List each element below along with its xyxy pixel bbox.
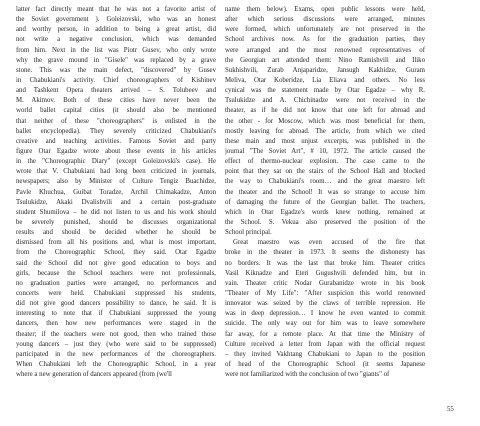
left-text-column xyxy=(16,5,216,380)
text-line: after which serious discussions were arranged, minutes xyxy=(225,16,425,24)
text-line: from the Choreographic School, they said. Otar Egadze xyxy=(16,249,216,257)
text-line: no graduation parties were arranged, no performances and xyxy=(16,279,216,287)
text-line: far away, for a remote place. At that time the Ministry of xyxy=(225,330,425,338)
text-line: point that they sat on the stairs of the School Hall and blocked xyxy=(225,168,425,176)
text-line: student Shumilova – he did not listen to us and his work should xyxy=(16,208,216,216)
text-line: broke in the theater in 1973. It seems the dishonesty has xyxy=(225,249,425,257)
text-line: Tsulukidze, Akaki Dvalishvili and a certain post-graduate xyxy=(16,198,216,206)
text-line: journal "The Soviet Art", # 10, 1972. The article caused the xyxy=(225,147,425,155)
text-line: no borders. It was the last that broke him. Theater critics xyxy=(225,259,425,267)
text-line: were not familiarized with the conclusion of two "giants" of xyxy=(225,371,390,379)
text-line: stone. This was the main defect, "discovered" by Gusev xyxy=(16,66,216,74)
text-line: and Tashkent Opera theaters arrived – S. Tolubeev and xyxy=(16,87,216,95)
text-line: M. Akimov. Both of these cities have never been the xyxy=(16,97,216,105)
text-line: cynical was the statement made by Otar Egadze – why R. xyxy=(225,87,425,95)
text-line: concerts were held. Chabukiani suppressed his students, xyxy=(16,289,216,297)
text-line: be severely punished, should be discusses organizational xyxy=(16,218,216,226)
text-line: School archives now. As for the graduation parties, they xyxy=(225,36,425,44)
text-line: did not give good dancers possibility to dance, he said. It is xyxy=(16,300,216,308)
text-line: these main and most unjust excerpts, was published in the xyxy=(225,137,425,145)
text-line: said the School did not give good education to boys and xyxy=(16,259,216,267)
text-line: from him. Next in the list was Piotr Gusev, who only wrote xyxy=(16,46,216,54)
text-line: girls, because the School teachers were not professionals, xyxy=(16,269,216,277)
text-line: why the grave mound in "Gisele" was replaced by a grave xyxy=(16,56,216,64)
text-line: Tsulukidze and A. Chichinadze were not received in the xyxy=(225,97,425,105)
text-line: Meliva, Otar Koberidze, Lia Eliava and others. No less xyxy=(225,76,425,84)
text-line: interesting to note that if Chabukiani suppressed the young xyxy=(16,310,216,318)
text-line: where a new generation of dancers appeared (from (we'll xyxy=(16,371,172,379)
text-line: School principal. xyxy=(225,229,272,237)
text-line: "Theater of My Life": "After suspicion this world renowned xyxy=(225,289,425,297)
text-line: mostly leaving for abroad. The article, from which we cited xyxy=(225,127,425,135)
text-line: the School. S. Vekua also preserved the position of the xyxy=(225,218,425,226)
text-line: participated in the new performances of the choreographers. xyxy=(16,350,216,358)
text-line: suicide. The only way out for him was to leave somewhere xyxy=(225,320,425,328)
text-line: ballet encyclopedia). They severely criticized Chabukiani's xyxy=(16,127,216,135)
text-line: wrote that V. Chabukiani had long been criticized in journals, xyxy=(16,168,216,176)
text-line: the Georgian art attended them: Nino Ramishvili and Iliko xyxy=(225,56,425,64)
right-text-column xyxy=(225,5,425,380)
text-line: Culture received a letter from Japan with the official request xyxy=(225,340,425,348)
text-line: young dancers – just they (who were said to be suppressed) xyxy=(16,340,216,348)
text-line: When Chabukiani left the Choreographic School, in a year xyxy=(16,360,216,368)
text-line: which in Otar Egadze's words knew nothing, remained at xyxy=(225,208,425,216)
text-line: Sukhishvili, Zurab Anjaparidze, Jansugh Kakhidze, Guram xyxy=(225,66,425,74)
text-line: in Chabukiani's activity. Chief choreographers of Kishinev xyxy=(16,76,216,84)
text-line: was in deep depression… I know he even wanted to commit xyxy=(225,310,425,318)
text-line: the Soviet government ). Goleizovski, who was an honest xyxy=(16,16,216,24)
text-line: newspapers; also by Minister of Culture Tengiz Buachidze, xyxy=(16,178,216,186)
text-line: in the "Choreographic Diary" (except Goleizovski's case). He xyxy=(16,158,216,166)
text-line: the theater and the School! It was so strange to accuse him xyxy=(225,188,425,196)
text-line: that neither of these "choreographers" is enlisted in the xyxy=(16,117,216,125)
text-line: – they invited Vakhtang Chabukiani to Japan to the position xyxy=(225,350,425,358)
text-line: the other - for Moscow, which was most beneficial for them, xyxy=(225,117,425,125)
text-line: not write a negative conclusion, which was demanded xyxy=(16,36,216,44)
text-line: dismissed from all his positions and, what is most important, xyxy=(16,239,216,247)
text-line: theater, as if he did not know that one left for abroad and xyxy=(225,107,425,115)
text-line: and worthy person, in addition to being a great artist, did xyxy=(16,26,216,34)
text-line: of head of the Choreographic School (it seems Japanese xyxy=(225,360,425,368)
text-line: were formed, which unfortunately are not preserved in the xyxy=(225,26,425,34)
text-line: name them below). Exams, open public lessons were held, xyxy=(225,6,425,13)
text-line: dancers, then how new performances were staged in the xyxy=(16,320,216,328)
text-line: theater; if the teachers were not good, then who trained those xyxy=(16,330,216,338)
text-line: the way to Chabukiani's room… and the great maestro left xyxy=(225,178,425,186)
text-line: vain. Theater critic Nodar Gurabanidze wrote in his book xyxy=(225,279,425,287)
text-line: creative and teaching activities. Famous Soviet and party xyxy=(16,137,216,145)
text-line: of damaging the future of the Georgian ballet. The teachers, xyxy=(225,198,425,206)
text-line: were arranged and the most renowned representatives of xyxy=(225,46,425,54)
text-line: effect of thermo-nuclear explosion. The case came to the xyxy=(225,158,425,166)
text-line: Pavle Khuchua, Guibat Toradze, Archil Chimakadze, Anton xyxy=(16,188,216,196)
text-line: results and should be decided whether he should be xyxy=(16,229,216,237)
text-line: latter fact directly meant that he was not a favorite artist of xyxy=(16,6,216,13)
text-line: Vasil Kiknadze and Eteri Gugushvili defended him, but in xyxy=(225,269,425,277)
text-line: Great maestro was even accused of the fire that xyxy=(233,239,425,247)
text-line: figure Otar Egadze wrote about these events in his articles xyxy=(16,147,216,155)
page-number: 55 xyxy=(447,406,454,413)
text-line: world ballet capital cities (it should also be mentioned xyxy=(16,107,216,115)
text-line: innovator was seized by the claws of terrible repression. He xyxy=(225,300,425,308)
